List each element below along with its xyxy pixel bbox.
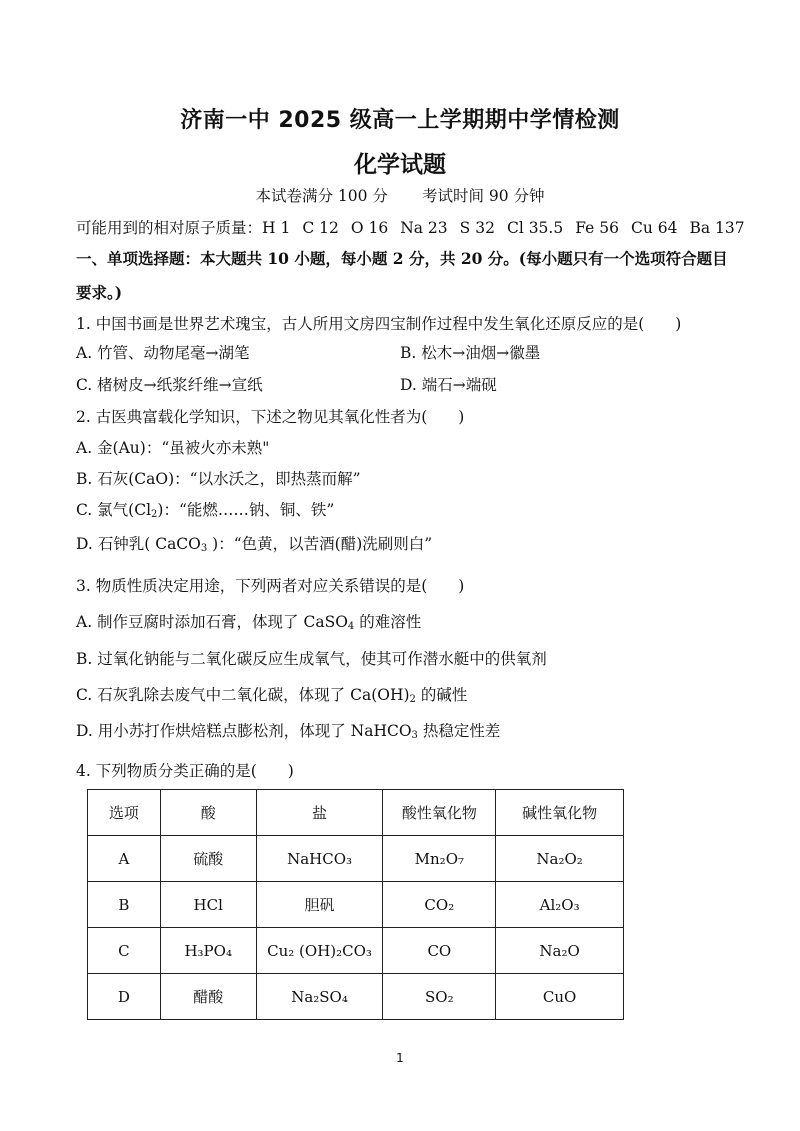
table-header: 碱性氧化物 — [496, 790, 624, 836]
q3-option-b: B. 过氧化钠能与二氧化碳反应生成氧气，使其可作潜水艇中的供氧剂 — [76, 650, 547, 668]
q2-option-d: D. 石钟乳( CaCO$_3$ )：“色黄，以苦酒(醋)洗刷则白” — [76, 535, 433, 554]
mass-item: Cl 35.5 — [506, 219, 564, 237]
table-header-row — [88, 790, 624, 836]
table-cell: H₃PO₄ — [160, 928, 256, 974]
exam-title: 济南一中 2025 级高一上学期期中学情检测 — [180, 108, 620, 133]
table-header: 酸 — [160, 790, 256, 836]
exam-subtitle: 化学试题 — [354, 152, 446, 178]
mass-item: Cu 64 — [630, 219, 678, 237]
q3-option-c: C. 石灰乳除去废气中二氧化碳，体现了 $Ca(OH)_2$ 的碱性 — [76, 686, 468, 705]
q3-option-a: A. 制作豆腐时添加石膏，体现了 CaSO$_4$ 的难溶性 — [76, 613, 422, 632]
table-row — [88, 928, 624, 974]
q2-option-b: B. 石灰(CaO)：“以水沃之，即热蒸而解” — [76, 470, 361, 488]
table-cell: CO — [383, 928, 496, 974]
table-cell: B — [88, 882, 161, 928]
mass-item: H 1 — [262, 219, 291, 237]
table-cell: D — [88, 974, 161, 1020]
q3-stem: 3. 物质性质决定用途，下列两者对应关系错误的是( ) — [76, 577, 465, 595]
table-cell: A — [88, 836, 161, 882]
table-cell: Na₂SO₄ — [256, 974, 383, 1020]
table-cell: Na₂O₂ — [496, 836, 624, 882]
table-cell: Al₂O₃ — [496, 882, 624, 928]
mass-item: O 16 — [350, 219, 389, 237]
table-row — [88, 974, 624, 1020]
table-header: 酸性氧化物 — [383, 790, 496, 836]
table-cell: 硫酸 — [160, 836, 256, 882]
classification-table — [87, 789, 624, 1020]
mass-item: Ba 137 — [689, 219, 745, 237]
q4-stem: 4. 下列物质分类正确的是( ) — [76, 762, 294, 780]
mass-item: S 32 — [459, 219, 495, 237]
table-cell: C — [88, 928, 161, 974]
page-number: 1 — [396, 1051, 404, 1065]
q2-stem: 2. 古医典富载化学知识，下述之物见其氧化性者为( ) — [76, 408, 465, 426]
table-header: 盐 — [256, 790, 383, 836]
table-cell: CuO — [496, 974, 624, 1020]
q1-option-a: A. 竹管、动物尾毫→湖笔 — [76, 344, 250, 362]
masses-label: 可能用到的相对原子质量： — [76, 219, 263, 237]
q1-option-b: B. 松木→油烟→徽墨 — [400, 344, 541, 362]
table-header: 选项 — [88, 790, 161, 836]
q2-option-a: A. 金(Au)：“虽被火亦未熟" — [76, 439, 270, 457]
section-heading-cont: 要求。) — [76, 283, 123, 302]
table-cell: CO₂ — [383, 882, 496, 928]
table-row — [88, 882, 624, 928]
table-cell: 醋酸 — [160, 974, 256, 1020]
q3-option-d: D. 用小苏打作烘焙糕点膨松剂，体现了 NaHCO$_3$ 热稳定性差 — [76, 722, 501, 741]
table-cell: HCl — [160, 882, 256, 928]
table-cell: Na₂O — [496, 928, 624, 974]
mass-item: C 12 — [302, 219, 339, 237]
table-cell: Mn₂O₇ — [383, 836, 496, 882]
atomic-masses — [76, 217, 745, 239]
mass-item: Fe 56 — [575, 219, 619, 237]
score-info: 本试卷满分 100 分 — [255, 187, 388, 205]
exam-info — [0, 185, 800, 207]
time-info: 考试时间 90 分钟 — [421, 187, 545, 205]
mass-item: Na 23 — [400, 219, 448, 237]
section-heading: 一、单项选择题：本大题共 10 小题，每小题 2 分，共 20 分。(每小题只有一个选项符合题目 — [76, 249, 728, 268]
q1-option-d: D. 端石→端砚 — [400, 376, 497, 394]
table-row — [88, 836, 624, 882]
q1-stem: 1. 中国书画是世界艺术瑰宝，古人所用文房四宝制作过程中发生氧化还原反应的是( ) — [76, 315, 682, 333]
q2-option-c: C. 氯气$(Cl_2)$：“能燃……钠、铜、铁” — [76, 501, 335, 520]
q1-option-c: C. 楮树皮→纸浆纤维→宣纸 — [76, 376, 263, 394]
table-cell: NaHCO₃ — [256, 836, 383, 882]
table-cell: Cu₂ (OH)₂CO₃ — [256, 928, 383, 974]
table-cell: 胆矾 — [256, 882, 383, 928]
table-cell: SO₂ — [383, 974, 496, 1020]
